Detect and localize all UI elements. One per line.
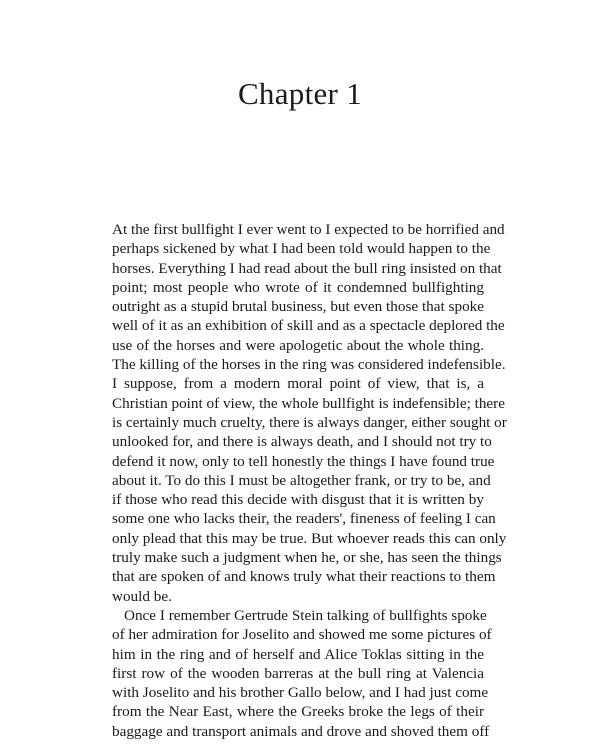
text-line: of her admiration for Joselito and showed me some pictures of xyxy=(112,626,492,644)
text-line: only plead that this may be true. But whoever reads this can only xyxy=(112,529,507,547)
text-line: well of it as an exhibition of skill and as a spectacle deplored the xyxy=(112,317,505,335)
text-line: truly make such a judgment when he, or she, has seen the things xyxy=(112,549,502,567)
text-line: would be. xyxy=(112,587,172,605)
text-line: first row of the wooden barreras at the bull ring at Valencia xyxy=(112,664,484,682)
text-line: from the Near East, where the Greeks broke the legs of their xyxy=(112,703,484,721)
text-line: horses. Everything I had read about the bull ring insisted on that xyxy=(112,259,502,277)
text-line: unlooked for, and there is always death, and I should not try to xyxy=(112,433,492,451)
text-line: him in the ring and of herself and Alice Toklas sitting in the xyxy=(112,645,484,663)
text-line: is certainly much cruelty, there is always danger, either sought or xyxy=(112,413,507,431)
text-line: about it. To do this I must be altogether frank, or try to be, and xyxy=(112,471,491,489)
text-line: Christian point of view, the whole bullfight is indefensible; there xyxy=(112,394,505,412)
text-line: some one who lacks their, the readers', fineness of feeling I can xyxy=(112,510,496,528)
chapter-title: Chapter 1 xyxy=(237,76,363,111)
text-line: perhaps sickened by what I had been told would happen to the xyxy=(112,240,491,258)
text-line: defend it now, only to tell honestly the things I have found true xyxy=(112,452,495,470)
text-line: point; most people who wrote of it condemned bullfighting xyxy=(112,278,484,296)
text-line: The killing of the horses in the ring was considered indefensible. xyxy=(112,356,506,374)
text-line: outright as a stupid brutal business, but even those that spoke xyxy=(112,298,484,316)
text-line: I suppose, from a modern moral point of view, that is, a xyxy=(112,375,484,393)
text-line: with Joselito and his brother Gallo below, and I had just come xyxy=(112,684,489,702)
text-line: use of the horses and were apologetic about the whole thing. xyxy=(112,336,484,354)
paragraph-1 xyxy=(112,220,507,606)
text-line: baggage and transport animals and drove and shoved them off xyxy=(112,722,490,740)
paragraph-2 xyxy=(112,606,492,741)
text-line: that are spoken of and knows truly what their reactions to them xyxy=(112,568,496,586)
text-line: Once I remember Gertrude Stein talking of bullfights spoke xyxy=(124,606,487,624)
chapter-body xyxy=(112,220,507,741)
text-line: At the first bullfight I ever went to I expected to be horrified and xyxy=(112,221,505,238)
text-line: if those who read this decide with disgust that it is written by xyxy=(112,491,484,509)
